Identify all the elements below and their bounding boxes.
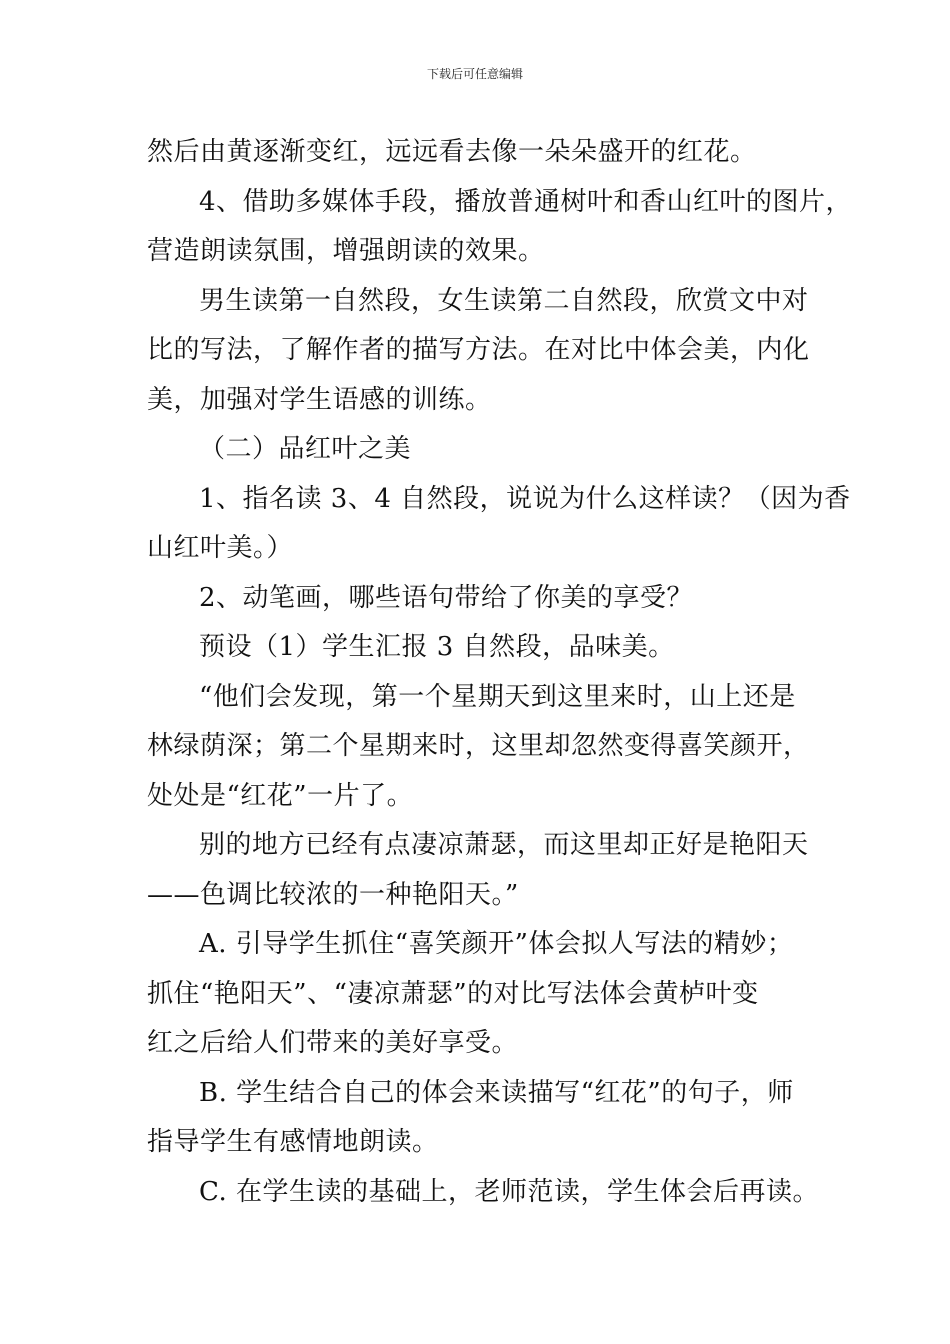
text-line: B. 学生结合自己的体会来读描写“红花”的句子，师	[199, 1077, 794, 1108]
quote-line: “他们会发现，第一个星期天到这里来时，山上还是	[199, 681, 796, 712]
text-line: 营造朗读氛围，增强朗读的效果。	[147, 236, 545, 266]
quote-line: ——色调比较浓的一种艳阳天。”	[147, 879, 519, 910]
text-line: C. 在学生读的基础上，老师范读，学生体会后再读。	[199, 1176, 819, 1207]
text-line: 比的写法，了解作者的描写方法。在对比中体会美，内化	[147, 335, 810, 365]
quote-line: 别的地方已经有点凄凉萧瑟，而这里却正好是艳阳天	[199, 830, 809, 860]
text-line: 4、借助多媒体手段，播放普通树叶和香山红叶的图片，	[199, 186, 853, 217]
text-line: 男生读第一自然段，女生读第二自然段，欣赏文中对	[199, 285, 809, 316]
text-line: 2、动笔画，哪些语句带给了你美的享受？	[199, 582, 694, 613]
text-line: 1、指名读 3、4 自然段，说说为什么这样读？（因为香	[199, 483, 851, 514]
text-line: A. 引导学生抓住“喜笑颜开”体会拟人写法的精妙；	[199, 929, 794, 959]
quote-line: 林绿荫深；第二个星期来时，这里却忽然变得喜笑颜开，	[147, 731, 810, 761]
quote-line: 处处是“红花”一片了。	[147, 780, 414, 811]
document-body	[147, 128, 853, 1217]
text-line: 抓住“艳阳天”、“凄凉萧瑟”的对比写法体会黄栌叶变	[147, 978, 759, 1009]
section-heading: （二）品红叶之美	[199, 434, 412, 464]
text-line: 然后由黄逐渐变红，远远看去像一朵朵盛开的红花。	[147, 137, 757, 167]
text-line: 红之后给人们带来的美好享受。	[147, 1028, 519, 1058]
page-header: 下载后可任意编辑	[426, 67, 523, 81]
text-line: 山红叶美。）	[147, 533, 294, 563]
text-line: 预设（1）学生汇报 3 自然段，品味美。	[199, 632, 675, 662]
text-line: 美，加强对学生语感的训练。	[147, 384, 492, 415]
text-line: 指导学生有感情地朗读。	[147, 1127, 439, 1157]
